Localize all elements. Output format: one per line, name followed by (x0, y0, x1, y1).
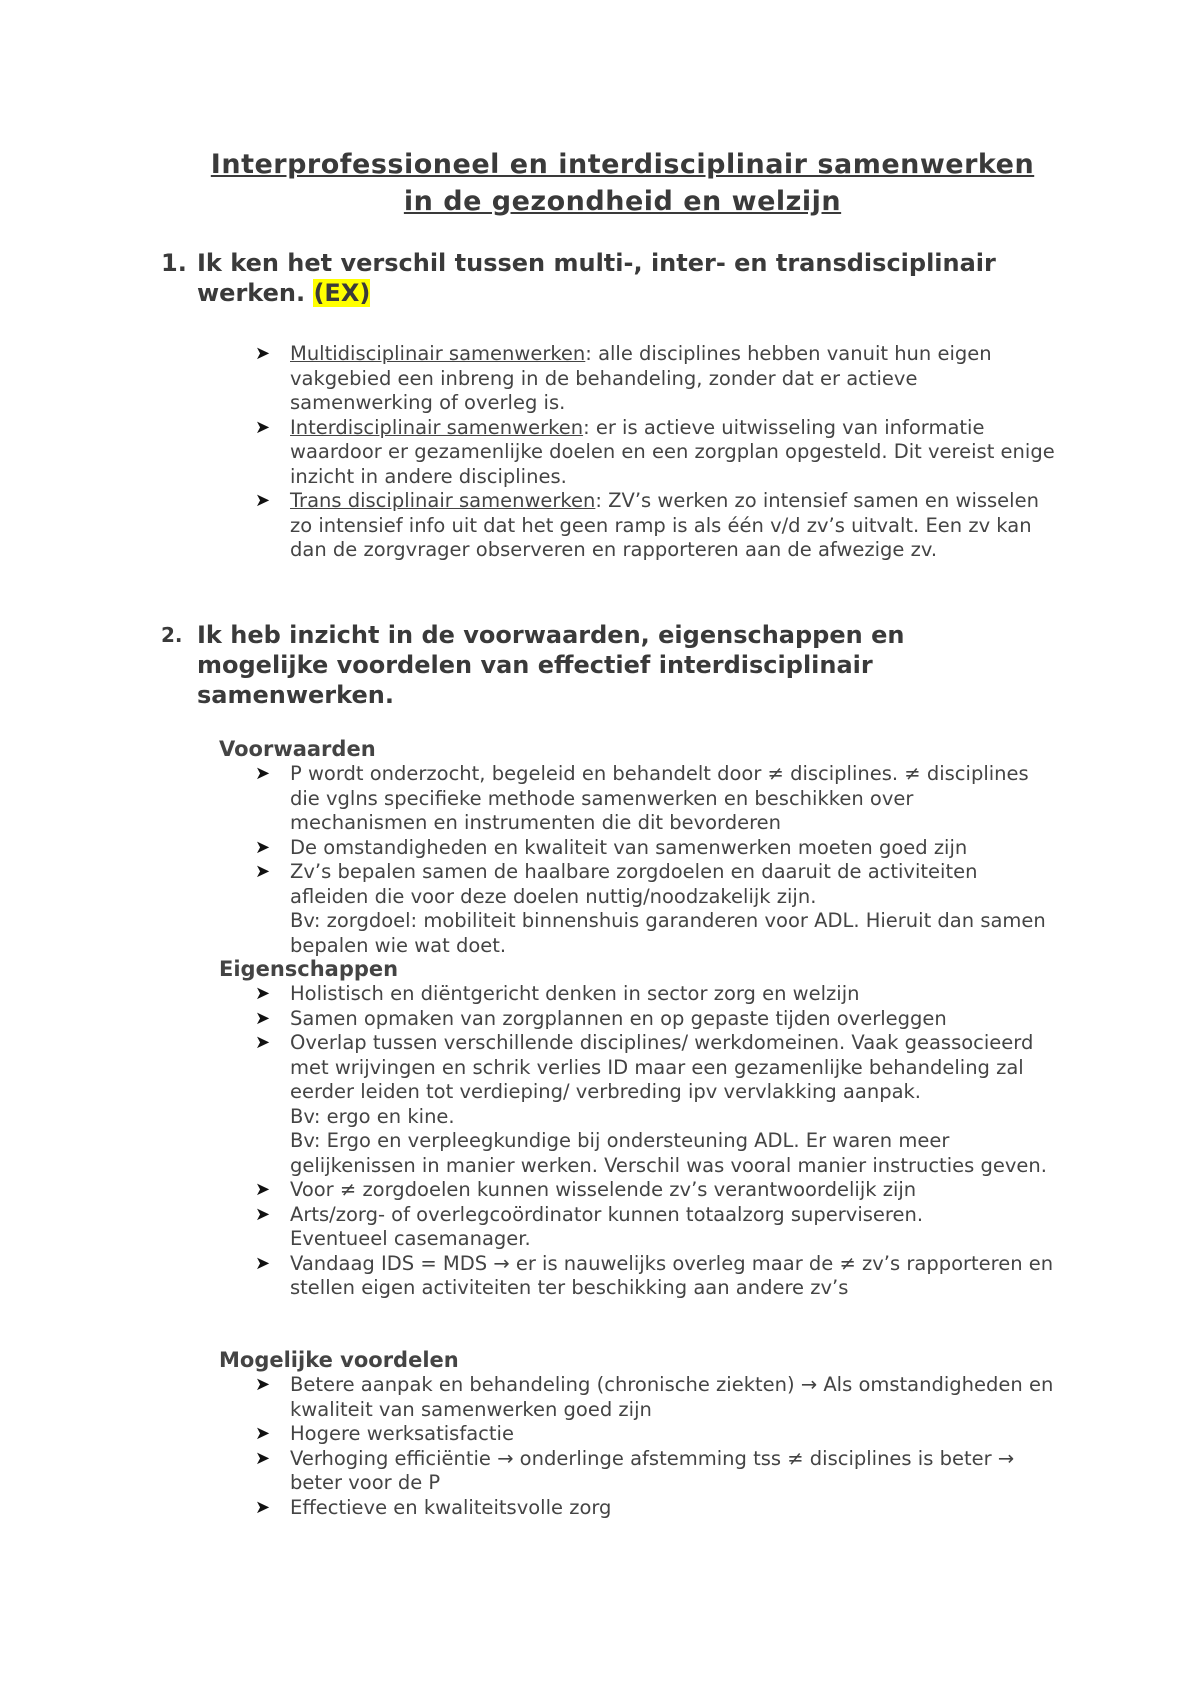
eigenschappen-list (255, 982, 1055, 1301)
term-transdisciplinair: Trans disciplinair samenwerken (290, 489, 596, 512)
arrowhead-bullet-icon: ➤ (255, 1203, 271, 1225)
item-text: Holistisch en diëntgericht denken in sector zorg en welzijn (290, 982, 860, 1005)
item-text: Eventueel casemanager. (290, 1227, 531, 1250)
list-item (255, 1373, 1055, 1422)
list-item (255, 1252, 1055, 1301)
section-1-list (255, 342, 1055, 563)
section-1-number: 1. (161, 249, 187, 277)
arrowhead-bullet-icon: ➤ (255, 836, 271, 858)
example-text: Bv: zorgdoel: mobiliteit binnenshuis garanderen voor ADL. Hieruit dan samen bepalen wie wat doet. (290, 909, 1046, 957)
arrowhead-bullet-icon: ➤ (255, 416, 271, 438)
arrowhead-bullet-icon: ➤ (255, 1496, 271, 1518)
example-text: Bv: ergo en kine. (290, 1104, 455, 1128)
item-text: Zv’s bepalen samen de haalbare zorgdoelen en daaruit de activiteiten afleiden die voor deze doelen nuttig/noodzakelijk zijn. (290, 860, 978, 908)
list-item (255, 1422, 1055, 1447)
definition-text: : er is actieve uitwisseling van informatie waardoor er gezamenlijke doelen en een zorgplan opgesteld. Dit vereist enige inzicht in andere disciplines. (290, 415, 1055, 488)
item-text: Hogere werksatisfactie (290, 1422, 514, 1445)
arrowhead-bullet-icon: ➤ (255, 490, 271, 511)
arrowhead-bullet-icon: ➤ (255, 1447, 271, 1469)
list-item (255, 489, 1055, 563)
arrowhead-bullet-icon: ➤ (255, 1423, 271, 1444)
voorwaarden-heading: Voorwaarden (219, 737, 376, 761)
list-item (255, 1007, 1055, 1032)
arrowhead-bullet-icon: ➤ (255, 861, 271, 882)
list-item (255, 860, 1055, 958)
arrowhead-bullet-icon: ➤ (255, 763, 271, 784)
item-text: Samen opmaken van zorgplannen en op gepaste tijden overleggen (290, 1006, 947, 1030)
list-item (255, 1178, 1055, 1203)
item-text: Effectieve en kwaliteitsvolle zorg (290, 1495, 612, 1519)
voordelen-heading: Mogelijke voordelen (219, 1348, 459, 1372)
list-item (255, 1031, 1055, 1178)
exam-tag: (EX) (313, 279, 371, 307)
list-item (255, 836, 1055, 861)
list-item (255, 762, 1055, 836)
item-text: Overlap tussen verschillende disciplines/ werkdomeinen. Vaak geassocieerd met wrijvingen en schrik verlies ID maar een gezamenlijke behandeling zal eerder leiden tot verdieping/ verbreding ipv vervlakking aanpak. (290, 1031, 1034, 1103)
section-1-heading-text: Ik ken het verschil tussen multi-, inter- en transdisciplinair werken. (197, 249, 996, 307)
item-text: Verhoging efficiëntie → onderlinge afstemming tss ≠ disciplines is beter → beter voor de P (290, 1446, 1015, 1494)
eigenschappen-heading: Eigenschappen (219, 957, 399, 981)
section-2-number: 2. (161, 623, 183, 647)
list-item (255, 342, 1055, 416)
list-item (255, 982, 1055, 1007)
voordelen-list (255, 1373, 1055, 1520)
item-text: Betere aanpak en behandeling (chronische ziekten) → Als omstandigheden en kwaliteit van samenwerken goed zijn (290, 1373, 1054, 1421)
list-item (255, 416, 1055, 490)
list-item (255, 1447, 1055, 1496)
list-item (255, 1496, 1055, 1521)
arrowhead-bullet-icon: ➤ (255, 1374, 271, 1395)
item-text: Vandaag IDS = MDS → er is nauwelijks overleg maar de ≠ zv’s rapporteren en stellen eigen activiteiten ter beschikking aan andere zv’s (290, 1251, 1054, 1299)
term-multidisciplinair: Multidisciplinair samenwerken (290, 342, 586, 365)
definition-text: : ZV’s werken zo intensief samen en wisselen zo intensief info uit dat het geen ramp is als één v/d zv’s uitvalt. Een zv kan dan de zorgvrager observeren en rapporteren aan de afwezige zv. (290, 489, 1039, 561)
section-2-heading (161, 620, 957, 710)
voorwaarden-list (255, 762, 1055, 958)
arrowhead-bullet-icon: ➤ (255, 1032, 271, 1053)
document-title (0, 146, 1200, 220)
definition-text: : alle disciplines hebben vanuit hun eigen vakgebied een inbreng in de behandeling, zonder dat er actieve samenwerking of overleg is. (290, 342, 992, 414)
section-1-heading (161, 248, 1057, 308)
item-text: P wordt onderzocht, begeleid en behandelt door ≠ disciplines. ≠ disciplines die vglns specifieke methode samenwerken en beschikken over mechanismen en instrumenten die dit bevorderen (290, 762, 1029, 834)
list-item (255, 1203, 1055, 1252)
item-text: Arts/zorg- of overlegcoördinator kunnen totaalzorg superviseren. (290, 1202, 924, 1226)
arrowhead-bullet-icon: ➤ (255, 1007, 271, 1029)
item-text: Voor ≠ zorgdoelen kunnen wisselende zv’s verantwoordelijk zijn (290, 1178, 917, 1201)
arrowhead-bullet-icon: ➤ (255, 1252, 271, 1274)
item-text: De omstandigheden en kwaliteit van samenwerken moeten goed zijn (290, 835, 968, 859)
example-text: Bv: Ergo en verpleegkundige bij ondersteuning ADL. Er waren meer gelijkenissen in manier werken. Verschil was vooral manier instructies geven. (290, 1129, 1047, 1177)
title-line-2: in de gezondheid en welzijn (403, 186, 842, 217)
arrowhead-bullet-icon: ➤ (255, 1179, 271, 1200)
title-line-1: Interprofessioneel en interdisciplinair samenwerken (210, 149, 1035, 180)
section-2-heading-text: Ik heb inzicht in de voorwaarden, eigenschappen en mogelijke voordelen van effectief interdisciplinair samenwerken. (197, 621, 905, 709)
term-interdisciplinair: Interdisciplinair samenwerken (290, 415, 584, 439)
arrowhead-bullet-icon: ➤ (255, 343, 271, 364)
arrowhead-bullet-icon: ➤ (255, 983, 271, 1004)
